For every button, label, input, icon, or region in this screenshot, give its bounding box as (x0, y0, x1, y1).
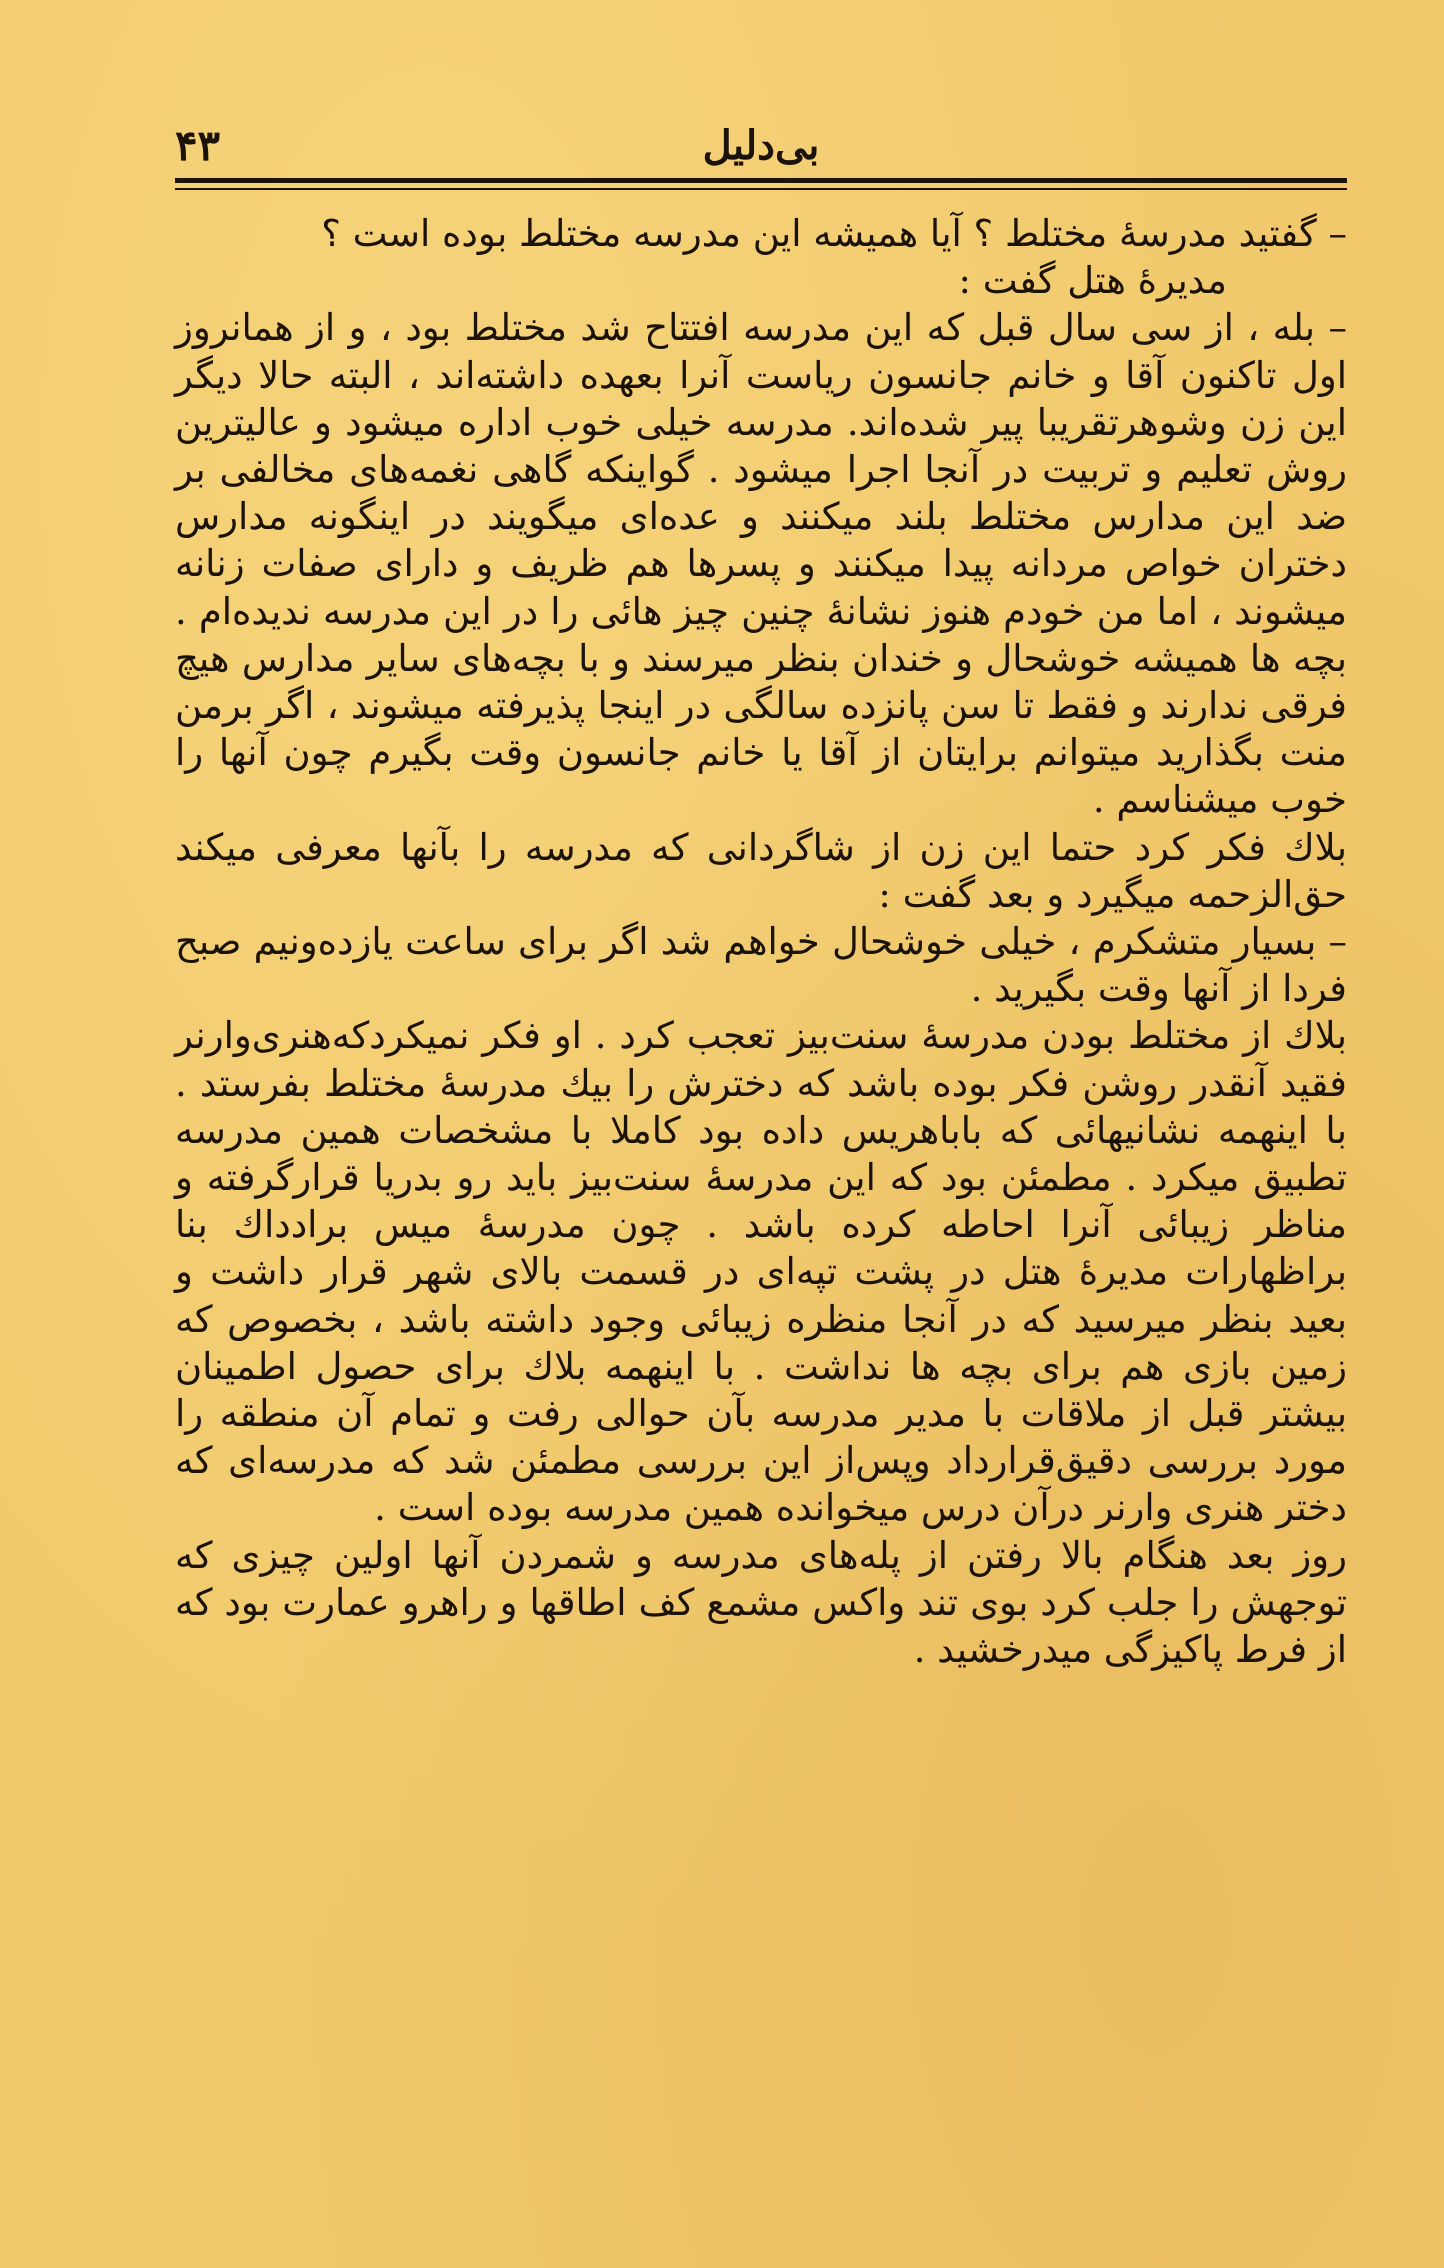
paragraph: مدیرهٔ هتل گفت : (958, 259, 1227, 303)
paragraph: – گفتید مدرسهٔ مختلط ؟ آیا همیشه این مدرسه مختلط بوده است ؟ (321, 212, 1347, 255)
paragraph: بلاك فکر کرد حتما این زن از شاگردانی که مدرسه را بآنها معرفی میکند حق‌الزحمه میگیرد و بعد گفت : (175, 825, 1347, 916)
page-number: ۴۳ (175, 121, 221, 170)
paragraph: بلاك از مختلط بودن مدرسهٔ سنت‌بیز تعجب کرد . او فکر نمیکردکه‌هنری‌وارنر فقید آنقدر روشن فکر بوده باشد که دخترش را بیك مدرسهٔ مختلط بفرستد . با اینهمه نشانیهائی که باباهریس داده بود کاملا با مشخصات همین مدرسه تطبیق میکرد . مطمئن بود که این مدرسهٔ سنت‌بیز باید رو بدریا قرارگرفته و مناظر زیبائی آنرا احاطه کرده باشد . چون مدرسهٔ میس برادداك بنا براظهارات مدیرهٔ هتل در پشت تپه‌ای در قسمت بالای شهر قرار داشت و بعید بنظر میرسید که در آنجا منظره زیبائی وجود داشته باشد ، بخصوص که زمین بازی هم برای بچه ها نداشت . با اینهمه بلاك برای حصول اطمینان بیشتر قبل از ملاقات با مدیر مدرسه بآن حوالی رفت و تمام آن منطقه را مورد بررسی دقیق‌قرارداد وپس‌از این بررسی مطمئن شد که مدرسه‌ای که دختر هنری وارنر درآن درس میخوانده همین مدرسه بوده است . (175, 1014, 1347, 1530)
paragraph: – بسیار متشکرم ، خیلی خوشحال خواهم شد اگر برای ساعت یازده‌ونیم صبح فردا از آنها وقت بگیرید . (175, 920, 1347, 1011)
header-rule-thin (175, 188, 1347, 190)
page-header (175, 120, 1347, 172)
header-rule-thick (175, 178, 1347, 183)
body-text (175, 210, 1347, 1673)
running-title: بی‌دلیل (702, 122, 820, 169)
paragraph: روز بعد هنگام بالا رفتن از پله‌های مدرسه و شمردن آنها اولین چیزی که توجهش را جلب کرد بوی تند واکس مشمع کف اطاقها و راهرو عمارت بود که از فرط پاکیزگی میدرخشید . (175, 1533, 1347, 1672)
paragraph: – بله ، از سی سال قبل که این مدرسه افتتاح شد مختلط بود ، و از همانروز اول تاکنون آقا و خانم جانسون ریاست آنرا بعهده داشته‌اند ، البته حالا دیگر این زن وشوهرتقریبا پیر شده‌اند. مدرسه خیلی خوب اداره میشود و عالیترین روش تعلیم و تربیت در آنجا اجرا میشود . گواینکه گاهی نغمه‌های مخالفی بر ضد این مدارس مختلط بلند میکنند و عده‌ای میگویند در اینگونه مدارس دختران خواص مردانه پیدا میکنند و پسرها هم ظریف و دارای صفات زنانه میشوند ، اما من خودم هنوز نشانهٔ چنین چیز هائی را در این مدرسه ندیده‌ام . بچه ها همیشه خوشحال و خندان بنظر میرسند و با بچه‌های سایر مدارس هیچ فرقی ندارند و فقط تا سن پانزده سالگی در اینجا پذیرفته میشوند ، اگر برمن منت بگذارید میتوانم برایتان از آقا یا خانم جانسون وقت بگیرم چون آنها را خوب میشناسم . (175, 306, 1347, 822)
